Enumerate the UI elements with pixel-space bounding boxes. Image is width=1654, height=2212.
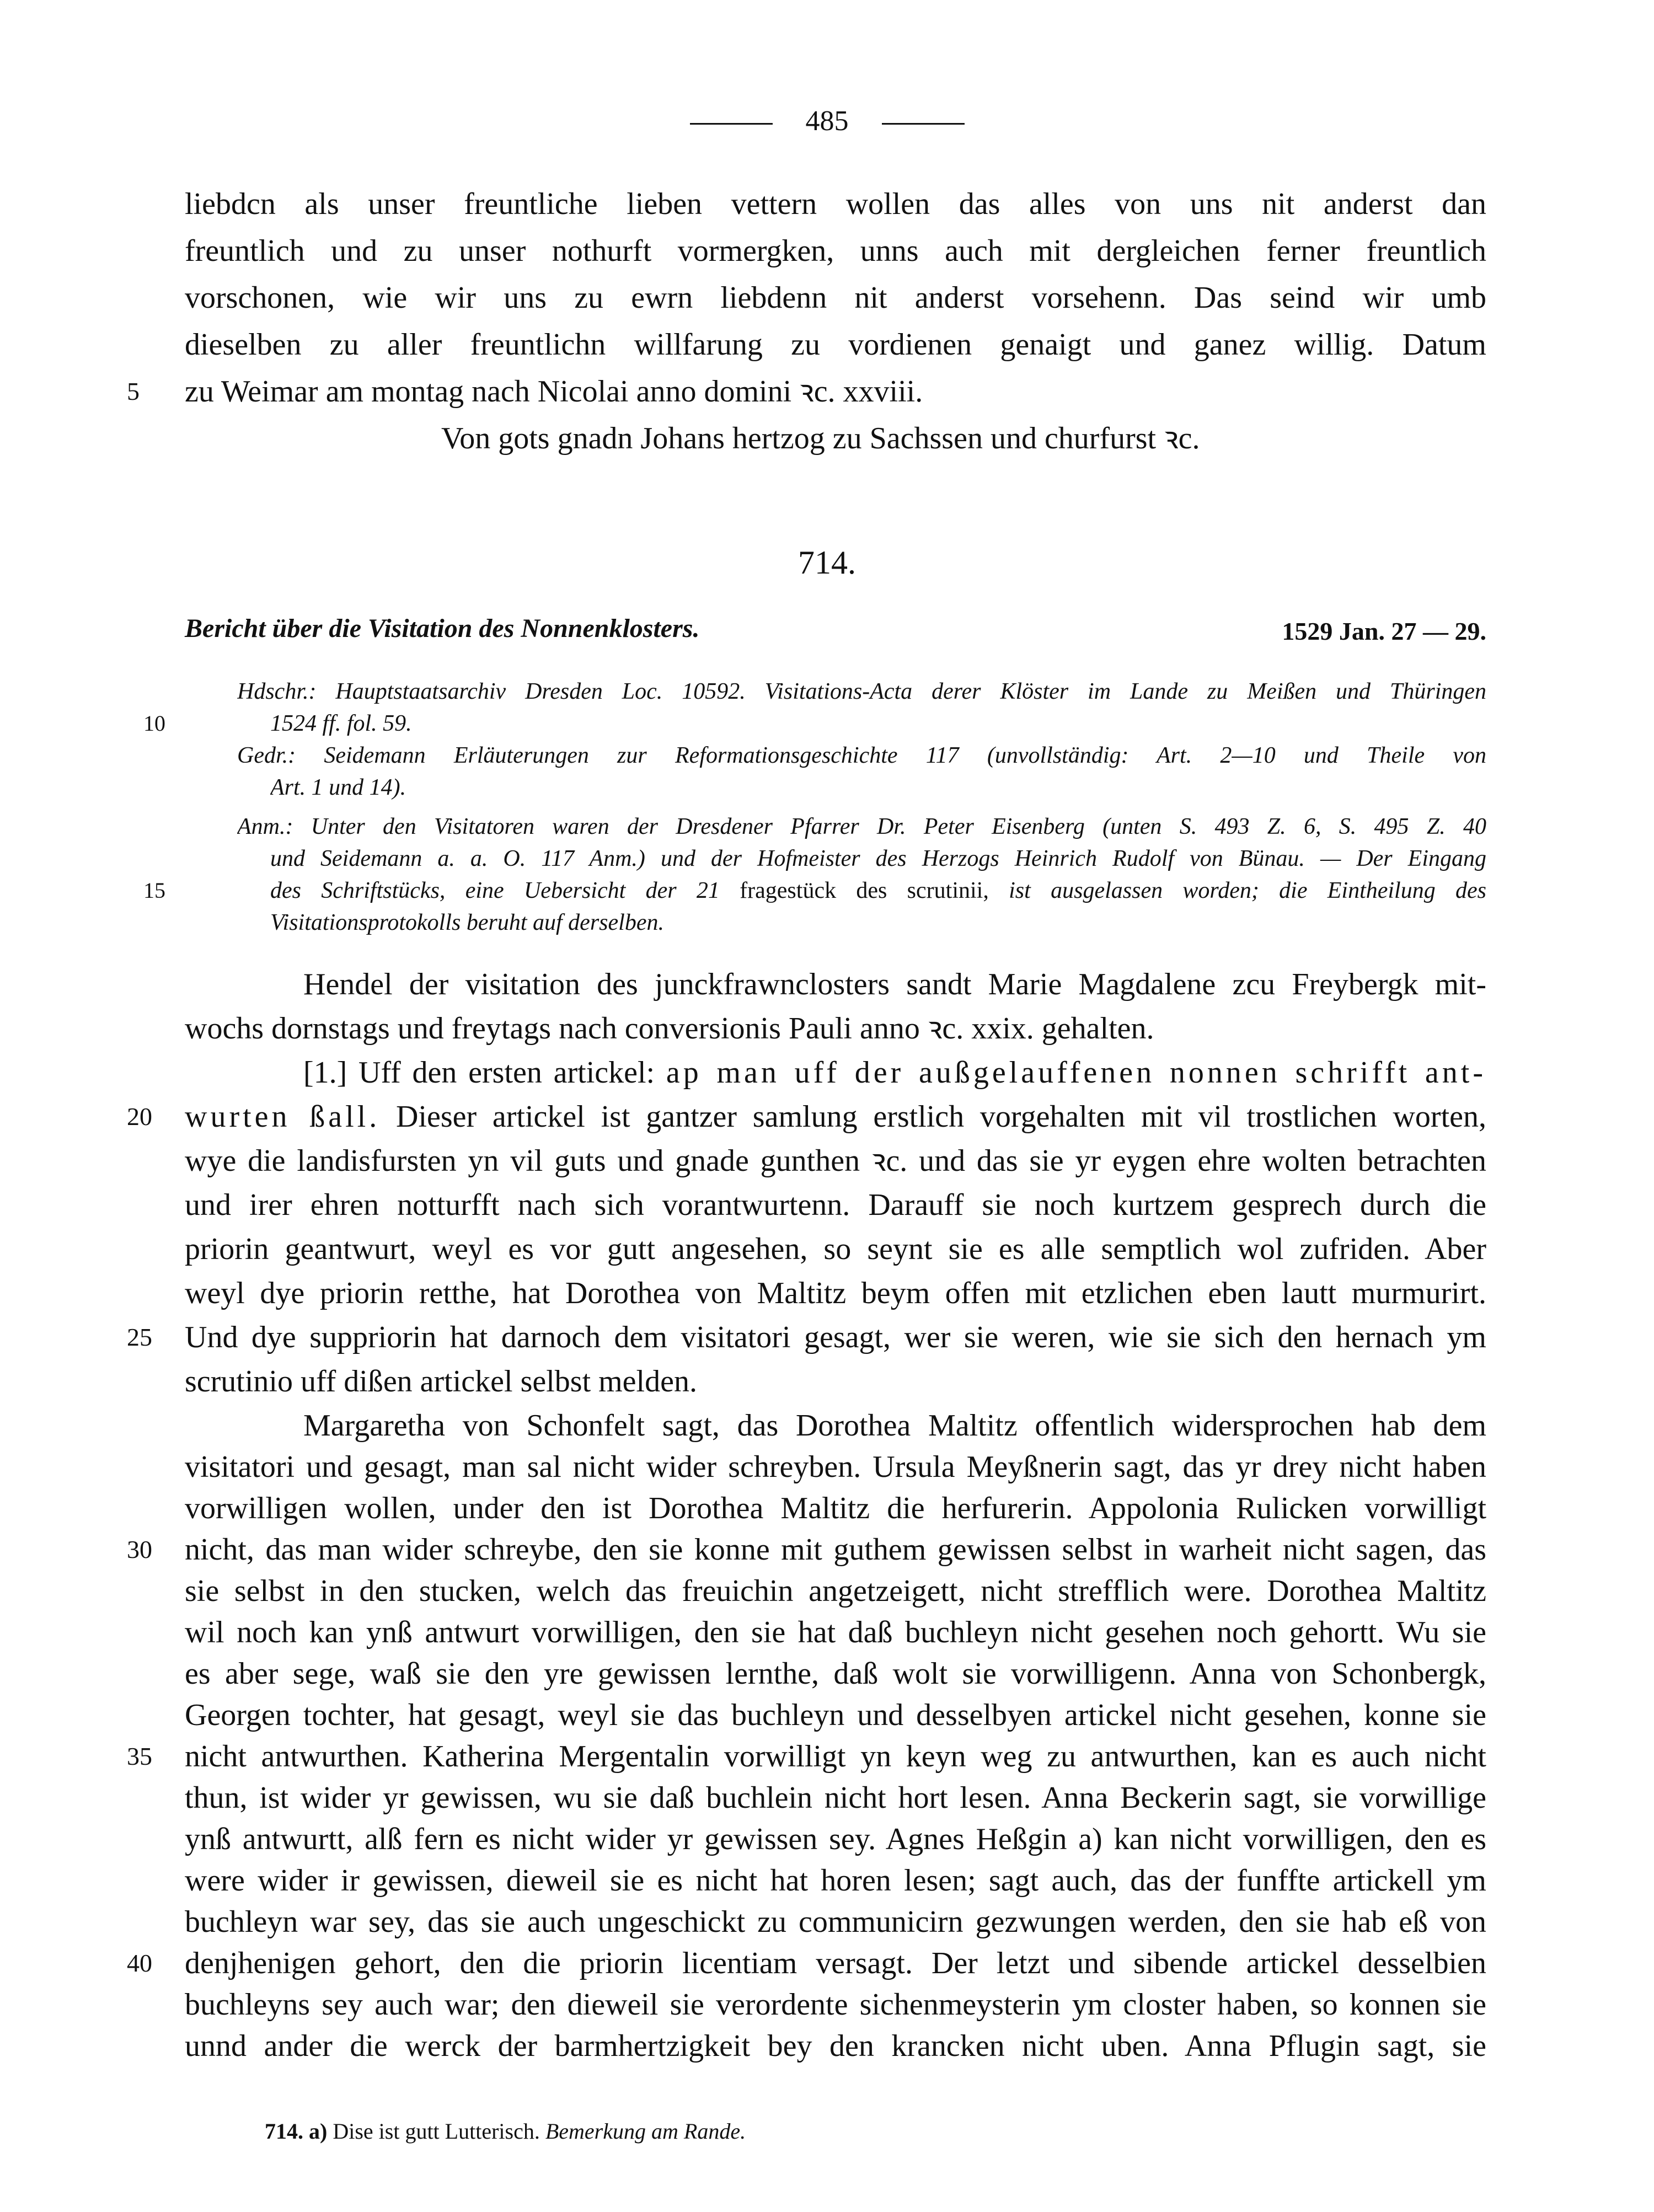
page-number: [0, 97, 1654, 146]
text-line: unnd ander die werck der barmhertzigkeit bey den krancken nicht uben. Anna Pflugin sagt, sie: [185, 2029, 1486, 2063]
article-line: [185, 1051, 1486, 1095]
source-note-line: und Seidemann a. a. O. 117 Anm.) und der Hofmeister des Herzogs Heinrich Rudolf von Bünau. — Der Eingang: [270, 846, 1486, 871]
text-line: nicht antwurthen. Katherina Mergentalin vorwilligt yn keyn weg zu antwurthen, kan es auch nicht: [185, 1739, 1486, 1774]
text-line: wochs dornstags und freytags nach conversionis Pauli anno ꝛc. xxix. gehalten.: [185, 1011, 1154, 1046]
text-line: Hendel der visitation des junckfrawnclosters sandt Marie Magdalene zcu Freybergk mit-: [303, 967, 1486, 1001]
text-line: freuntlich und zu unser nothurft vormergken, unns auch mit dergleichen ferner freuntlich: [185, 234, 1486, 268]
source-note-line: Visitationsprotokolls beruht auf derselben.: [270, 910, 664, 935]
footnote-text: Dise ist gutt Lutterisch.: [333, 2119, 540, 2144]
header-rule-right: [882, 123, 965, 125]
article-text: Dieser artickel ist gantzer samlung erstlich vorgehalten mit vil trostlichen worten,: [396, 1100, 1486, 1134]
document-number: 714.: [798, 544, 856, 581]
document-title: Bericht über die Visitation des Nonnenklosters.: [185, 614, 700, 643]
line-number: 25: [127, 1323, 152, 1351]
article-question: wurten ßall.: [185, 1100, 381, 1134]
header-rule-left: [690, 123, 773, 125]
note-fragment: des Schriftstücks, eine Uebersicht der 21: [270, 878, 720, 903]
line-number: 40: [127, 1949, 152, 1977]
text-line: Und dye suppriorin hat darnoch dem visitatori gesagt, wer sie weren, wie sie sich den hernach ym: [185, 1320, 1486, 1354]
document-date: 1529 Jan. 27 — 29.: [1282, 617, 1486, 645]
text-line: denjhenigen gehort, den die priorin licentiam versagt. Der letzt und sibende artickel desselbien: [185, 1946, 1486, 1980]
footnote-remark: Bemerkung am Rande.: [545, 2119, 746, 2144]
text-line: buchleyn war sey, das sie auch ungeschickt zu communicirn gezwungen werden, den sie hab eß von: [185, 1905, 1486, 1939]
source-note-line: Gedr.: Seidemann Erläuterungen zur Reformationsgeschichte 117 (unvollständig: Art. 2—10 und Theile von: [237, 743, 1486, 768]
text-line: ynß antwurtt, alß fern es nicht wider yr gewissen sey. Agnes Heßgin a) kan nicht vorwilligen, den es: [185, 1822, 1486, 1856]
note-fragment-upright: fragestück des scrutinii,: [740, 878, 989, 903]
text-line: visitatori und gesagt, man sal nicht wider schreyben. Ursula Meyßnerin sagt, das yr drey nicht haben: [185, 1450, 1486, 1484]
footnote: [265, 2112, 1368, 2151]
text-line: wil noch kan ynß antwurt vorwilligen, den sie hat daß buchleyn nicht gesehen noch gehortt. Wu sie: [185, 1615, 1486, 1649]
line-number: 35: [127, 1742, 152, 1770]
text-line: es aber sege, waß sie den yre gewissen lernthe, daß wolt sie vorwilligenn. Anna von Schonbergk,: [185, 1657, 1486, 1691]
text-line: nicht, das man wider schreybe, den sie konne mit guthem gewissen selbst in warheit nicht sagen, das: [185, 1533, 1486, 1567]
line-number: 10: [143, 711, 165, 736]
article-line: [185, 1095, 1486, 1139]
line-number: 5: [127, 377, 140, 405]
article-prefix: [1.] Uff den ersten artickel:: [303, 1056, 655, 1090]
text-line: liebdcn als unser freuntliche lieben vettern wollen das alles von uns nit anderst dan: [185, 187, 1486, 221]
article-question: ap man uff der außgelauffenen nonnen schrifft ant-: [666, 1056, 1486, 1090]
note-fragment: ist ausgelassen worden; die Eintheilung des: [1009, 878, 1486, 903]
text-line: vorschonen, wie wir uns zu ewrn liebdenn nit anderst vorsehenn. Das seind wir umb: [185, 281, 1486, 315]
text-line: zu Weimar am montag nach Nicolai anno domini ꝛc. xxviii.: [185, 374, 923, 409]
text-line: Margaretha von Schonfelt sagt, das Dorothea Maltitz offentlich widersprochen hab dem: [303, 1408, 1486, 1443]
source-note-line: Art. 1 und 14).: [270, 775, 406, 800]
line-number: 15: [143, 878, 165, 903]
source-note-line: 1524 ff. fol. 59.: [270, 711, 412, 736]
text-line: weyl dye priorin retthe, hat Dorothea von Maltitz beym offen mit etzlichen eben lautt murmurirt.: [185, 1276, 1486, 1310]
text-line: Georgen tochter, hat gesagt, weyl sie das buchleyn und desselbyen artickel nicht gesehen, konne sie: [185, 1698, 1486, 1732]
text-line: scrutinio uff dißen artickel selbst melden.: [185, 1364, 697, 1399]
text-line: were wider ir gewissen, dieweil sie es nicht hat horen lesen; sagt auch, das der funffte artickell ym: [185, 1863, 1486, 1898]
text-line: dieselben zu aller freuntlichn willfarung zu vordienen genaigt und ganez willig. Datum: [185, 328, 1486, 362]
signature-line: Von gots gnadn Johans hertzog zu Sachssen und churfurst ꝛc.: [441, 421, 1200, 456]
text-line: sie selbst in den stucken, welch das freuichin angetzeigett, nicht strefflich were. Dorothea Maltitz: [185, 1574, 1486, 1608]
text-line: buchleyns sey auch war; den dieweil sie verordente sichenmeysterin ym closter haben, so konnen sie: [185, 1988, 1486, 2022]
page-number-text: 485: [805, 105, 849, 137]
source-note-line: [270, 875, 1486, 907]
text-line: thun, ist wider yr gewissen, wu sie daß buchlein nicht hort lesen. Anna Beckerin sagt, sie vorwillige: [185, 1781, 1486, 1815]
text-line: vorwilligen wollen, under den ist Dorothea Maltitz die herfurerin. Appolonia Rulicken vorwilligt: [185, 1491, 1486, 1525]
source-note-line: Anm.: Unter den Visitatoren waren der Dresdener Pfarrer Dr. Peter Eisenberg (unten S. 493 Z. 6, S. 495 Z. 40: [237, 814, 1486, 839]
source-note-line: Hdschr.: Hauptstaatsarchiv Dresden Loc. 10592. Visitations-Acta derer Klöster im Lande zu Meißen und Thüringen: [237, 679, 1486, 704]
text-line: priorin geantwurt, weyl es vor gutt angesehen, so seynt sie es alle semptlich wol zufriden. Aber: [185, 1232, 1486, 1266]
text-line: wye die landisfursten yn vil guts und gnade gunthen ꝛc. und das sie yr eygen ehre wolten betrachten: [185, 1144, 1486, 1178]
line-number: 20: [127, 1102, 152, 1131]
footnote-ref: 714. a): [265, 2119, 328, 2144]
line-number: 30: [127, 1535, 152, 1563]
text-line: und irer ehren notturfft nach sich vorantwurtenn. Darauff sie noch kurtzem gesprech durch die: [185, 1188, 1486, 1222]
